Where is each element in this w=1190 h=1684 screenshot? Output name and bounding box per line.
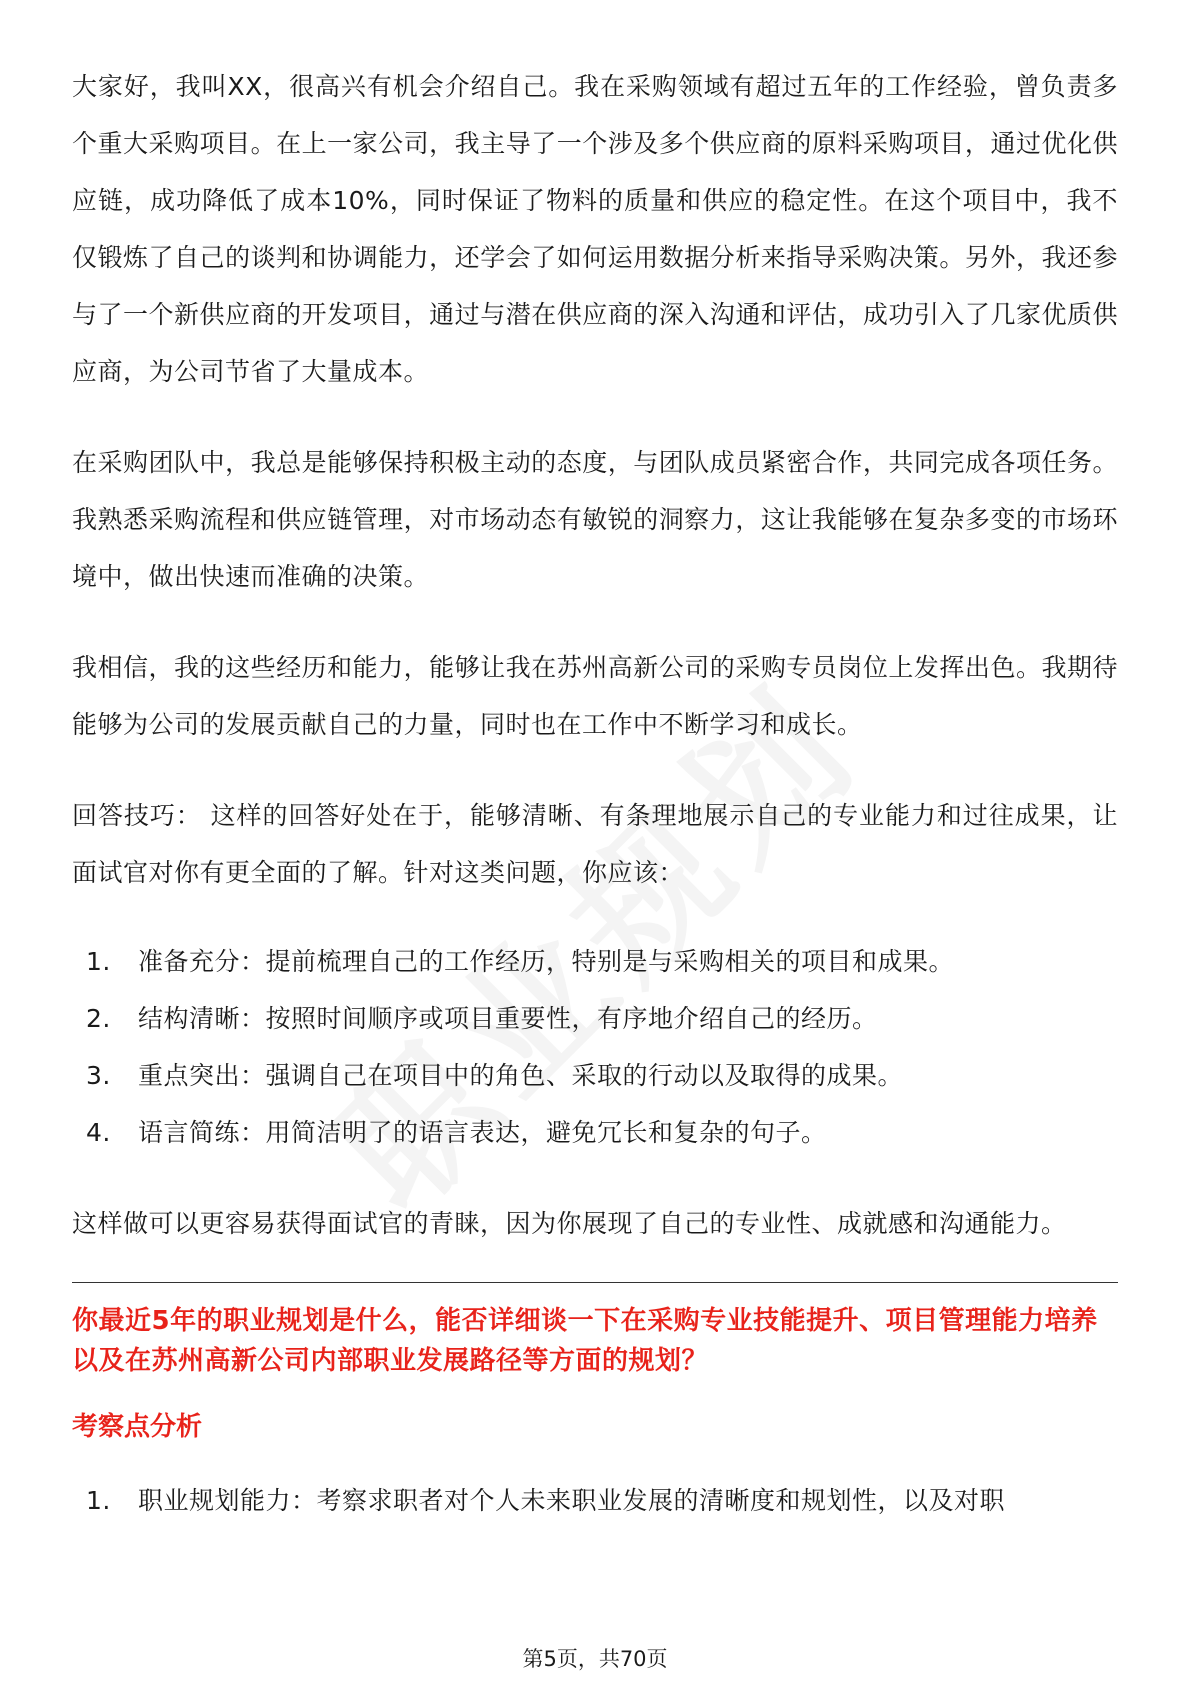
list-text: 结构清晰：按照时间顺序或项目重要性，有序地介绍自己的经历。	[138, 1004, 878, 1033]
tips-list	[72, 933, 1118, 1161]
list-text: 职业规划能力：考察求职者对个人未来职业发展的清晰度和规划性，以及对职	[138, 1486, 1006, 1515]
teamwork-paragraph: 在采购团队中，我总是能够保持积极主动的态度，与团队成员紧密合作，共同完成各项任务。我熟悉采购流程和供应链管理，对市场动态有敏锐的洞察力，这让我能够在复杂多变的市场环境中，做出快速而准确的决策。	[72, 448, 1118, 591]
question-heading: 你最近5年的职业规划是什么，能否详细谈一下在采购专业技能提升、项目管理能力培养以及在苏州高新公司内部职业发展路径等方面的规划？	[72, 1306, 1098, 1376]
list-item	[72, 990, 1118, 1047]
list-item	[72, 1104, 1118, 1161]
intro-paragraph: 大家好，我叫XX，很高兴有机会介绍自己。我在采购领域有超过五年的工作经验，曾负责多个重大采购项目。在上一家公司，我主导了一个涉及多个供应商的原料采购项目，通过优化供应链，成功降低了成本10%，同时保证了物料的质量和供应的稳定性。在这个项目中，我不仅锻炼了自己的谈判和协调能力，还学会了如何运用数据分析来指导采购决策。另外，我还参与了一个新供应商的开发项目，通过与潜在供应商的深入沟通和评估，成功引入了几家优质供应商，为公司节省了大量成本。	[72, 72, 1118, 386]
list-text: 准备充分：提前梳理自己的工作经历，特别是与采购相关的项目和成果。	[138, 947, 955, 976]
list-item	[72, 1047, 1118, 1104]
list-number: 3.	[86, 1061, 111, 1090]
answer-tips-paragraph: 回答技巧： 这样的回答好处在于，能够清晰、有条理地展示自己的专业能力和过往成果，让面试官对你有更全面的了解。针对这类问题，你应该：	[72, 801, 1118, 887]
analysis-list	[72, 1481, 1118, 1521]
list-number: 1.	[86, 947, 111, 976]
list-number: 2.	[86, 1004, 111, 1033]
list-item	[72, 933, 1118, 990]
closing-paragraph: 这样做可以更容易获得面试官的青睐，因为你展现了自己的专业性、成就感和沟通能力。	[72, 1209, 1067, 1238]
analysis-heading: 考察点分析	[72, 1412, 203, 1442]
section-divider	[72, 1282, 1118, 1283]
document-page	[72, 58, 1118, 1521]
list-text: 重点突出：强调自己在项目中的角色、采取的行动以及取得的成果。	[138, 1061, 904, 1090]
belief-paragraph: 我相信，我的这些经历和能力，能够让我在苏州高新公司的采购专员岗位上发挥出色。我期待能够为公司的发展贡献自己的力量，同时也在工作中不断学习和成长。	[72, 653, 1118, 739]
list-number: 1.	[86, 1486, 111, 1515]
list-number: 4.	[86, 1118, 111, 1147]
page-footer: 第5页，共70页	[522, 1647, 668, 1671]
list-text: 语言简练：用简洁明了的语言表达，避免冗长和复杂的句子。	[138, 1118, 827, 1147]
list-item	[72, 1481, 1118, 1521]
